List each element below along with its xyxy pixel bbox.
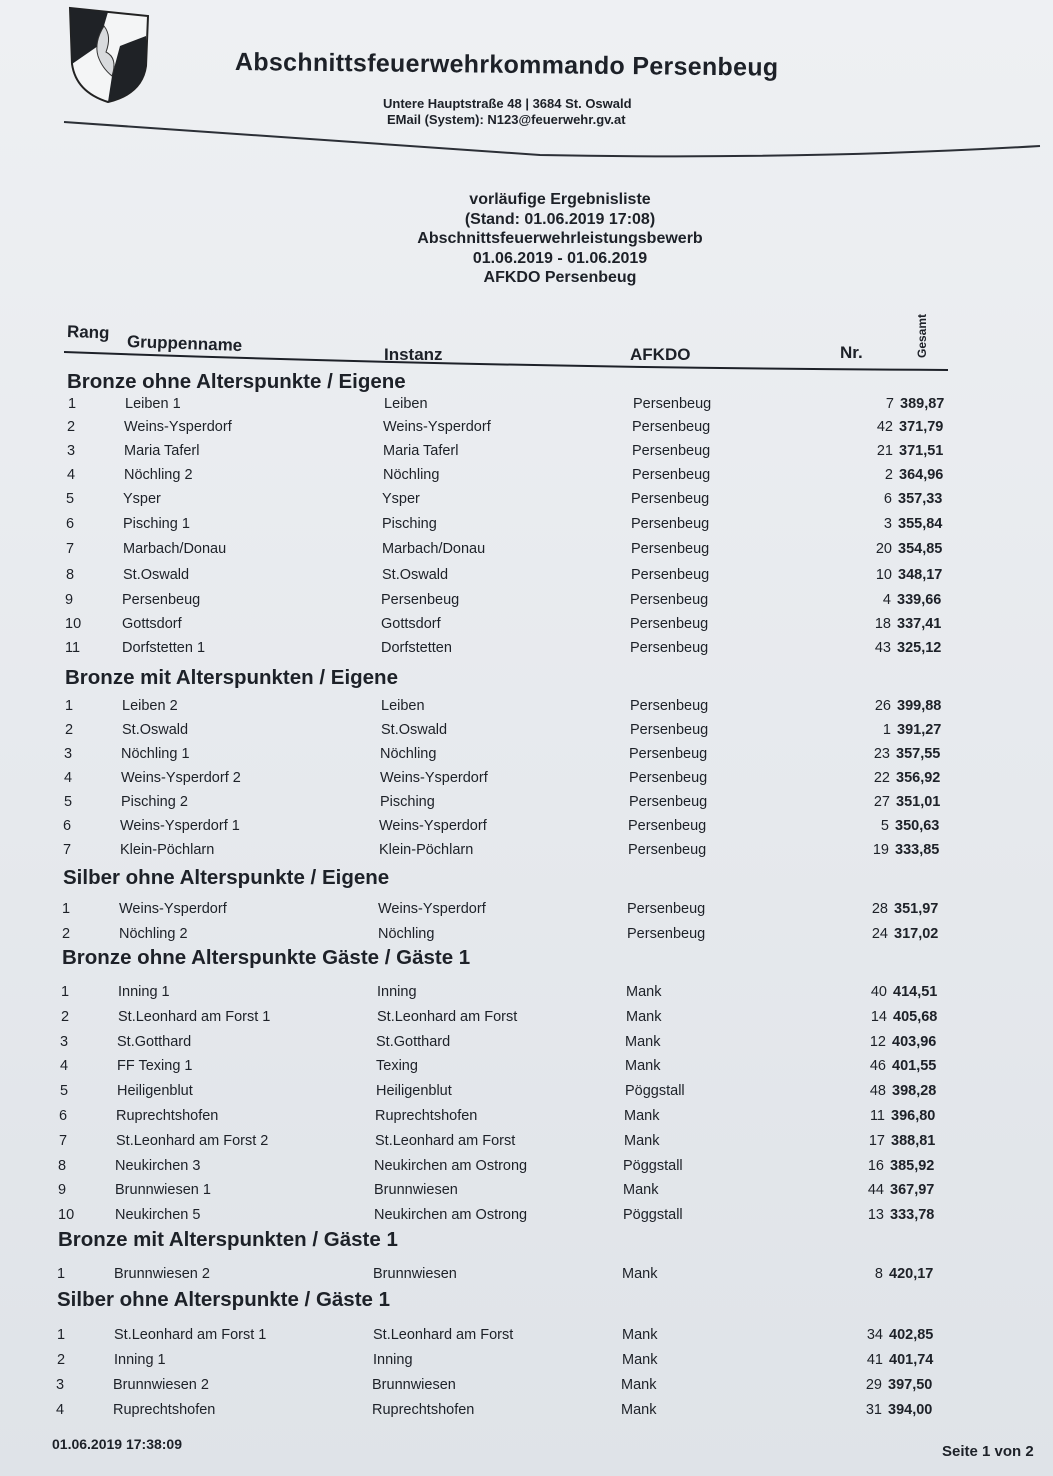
group-name: St.Oswald: [122, 722, 189, 738]
group-name: Ruprechtshofen: [116, 1108, 219, 1124]
result-row: [67, 443, 967, 463]
start-number: 24: [871, 926, 888, 942]
result-row: [63, 818, 963, 838]
column-header-afkdo: AFKDO: [630, 345, 691, 364]
result-row: [63, 842, 963, 862]
instance: Brunnwiesen: [373, 1266, 457, 1282]
column-header-nr: Nr.: [840, 343, 863, 362]
total-score: 414,51: [893, 984, 938, 1000]
start-number: 41: [866, 1352, 883, 1368]
section-title: Bronze ohne Alterspunkte Gäste / Gäste 1: [62, 946, 471, 969]
instance: Weins-Ysperdorf: [380, 770, 488, 786]
group-name: Nöchling 1: [121, 746, 190, 762]
group-name: Ruprechtshofen: [113, 1402, 216, 1418]
column-header-instanz: Instanz: [384, 345, 443, 364]
afkdo: Mank: [625, 1034, 661, 1050]
result-row: [58, 1182, 958, 1202]
result-row: [62, 901, 962, 921]
rank: 6: [59, 1108, 68, 1124]
total-score: 351,01: [896, 794, 941, 810]
result-row: [59, 1108, 959, 1128]
instance: Pisching: [382, 516, 437, 532]
afkdo: Pöggstall: [623, 1158, 683, 1174]
start-number: 21: [876, 443, 893, 459]
group-name: Maria Taferl: [124, 443, 200, 459]
start-number: 26: [874, 698, 891, 714]
afkdo: Persenbeug: [627, 926, 706, 942]
afkdo: Persenbeug: [627, 901, 706, 917]
afkdo: Persenbeug: [631, 516, 710, 532]
result-row: [65, 640, 965, 660]
start-number: 17: [868, 1133, 885, 1149]
rank: 2: [67, 419, 76, 435]
start-number: 12: [869, 1034, 886, 1050]
total-score: 401,74: [889, 1352, 934, 1368]
total-score: 394,00: [888, 1402, 933, 1418]
result-row: [65, 698, 965, 718]
page-number: Seite 1 von 2: [942, 1443, 1034, 1460]
group-name: St.Oswald: [123, 567, 190, 583]
section-title: Bronze ohne Alterspunkte / Eigene: [67, 370, 406, 393]
afkdo: Persenbeug: [631, 491, 710, 507]
result-row: [60, 1083, 960, 1103]
rank: 4: [64, 770, 73, 786]
instance: Gottsdorf: [381, 616, 441, 632]
afkdo: Mank: [621, 1402, 657, 1418]
total-score: 351,97: [894, 901, 939, 917]
start-number: 42: [876, 419, 893, 435]
total-score: 397,50: [888, 1377, 933, 1393]
result-row: [64, 794, 964, 814]
rank: 1: [61, 984, 70, 1000]
instance: Weins-Ysperdorf: [383, 419, 491, 435]
result-row: [65, 592, 965, 612]
afkdo: Pöggstall: [623, 1207, 683, 1223]
result-row: [66, 541, 966, 561]
afkdo: Persenbeug: [630, 640, 709, 656]
start-number: 14: [870, 1009, 887, 1025]
start-number: 20: [875, 541, 892, 557]
rank: 11: [65, 640, 81, 656]
start-number: 1: [882, 722, 891, 738]
afkdo: Persenbeug: [631, 541, 710, 557]
rank: 3: [56, 1377, 65, 1393]
result-row: [67, 467, 967, 487]
rank: 2: [57, 1352, 66, 1368]
instance: Neukirchen am Ostrong: [374, 1158, 528, 1174]
group-name: Leiben 1: [125, 396, 181, 412]
instance: St.Leonhard am Forst: [377, 1009, 518, 1025]
rank: 3: [60, 1034, 69, 1050]
title-line-4: 01.06.2019 - 01.06.2019: [472, 249, 648, 267]
afkdo: Persenbeug: [629, 746, 708, 762]
afkdo: Mank: [621, 1377, 657, 1393]
group-name: Inning 1: [118, 984, 170, 1000]
group-name: Marbach/Donau: [123, 541, 227, 557]
result-row: [57, 1352, 957, 1372]
total-score: 389,87: [900, 396, 945, 412]
instance: St.Leonhard am Forst: [373, 1327, 514, 1343]
total-score: 348,17: [898, 567, 943, 583]
start-number: 6: [883, 491, 892, 507]
section-title: Bronze mit Alterspunkten / Eigene: [65, 666, 398, 689]
start-number: 44: [867, 1182, 884, 1198]
afkdo: Persenbeug: [633, 396, 712, 412]
rank: 4: [67, 467, 76, 483]
instance: Ysper: [382, 491, 420, 507]
group-name: Nöchling 2: [124, 467, 193, 483]
result-row: [60, 1058, 960, 1078]
rank: 7: [66, 541, 75, 557]
instance: Neukirchen am Ostrong: [374, 1207, 528, 1223]
afkdo: Mank: [622, 1266, 658, 1282]
rank: 10: [65, 616, 82, 632]
result-row: [58, 1207, 958, 1227]
instance: Inning: [377, 984, 417, 1000]
rank: 5: [60, 1083, 69, 1099]
instance: Marbach/Donau: [382, 541, 486, 557]
start-number: 3: [883, 516, 892, 532]
result-row: [66, 491, 966, 511]
instance: Weins-Ysperdorf: [379, 818, 487, 834]
group-name: Weins-Ysperdorf: [119, 901, 227, 917]
rank: 9: [58, 1182, 67, 1198]
instance: Texing: [376, 1058, 418, 1074]
instance: Klein-Pöchlarn: [379, 842, 474, 858]
rank: 5: [64, 794, 73, 810]
afkdo: Persenbeug: [628, 842, 707, 858]
group-name: FF Texing 1: [117, 1058, 193, 1074]
start-number: 29: [865, 1377, 882, 1393]
afkdo: Persenbeug: [632, 419, 711, 435]
result-row: [61, 984, 961, 1004]
result-row: [62, 926, 962, 946]
total-score: 367,97: [890, 1182, 935, 1198]
instance: Nöchling: [383, 467, 440, 483]
instance: Persenbeug: [381, 592, 460, 608]
rank: 9: [65, 592, 74, 608]
result-row: [64, 770, 964, 790]
total-score: 396,80: [891, 1108, 936, 1124]
group-name: St.Leonhard am Forst 1: [114, 1327, 267, 1343]
instance: Leiben: [384, 396, 428, 412]
result-row: [61, 1009, 961, 1029]
rank: 1: [57, 1327, 66, 1343]
instance: Weins-Ysperdorf: [378, 901, 486, 917]
rank: 1: [62, 901, 71, 917]
start-number: 48: [869, 1083, 886, 1099]
group-name: Weins-Ysperdorf: [124, 419, 232, 435]
total-score: 420,17: [889, 1266, 934, 1282]
rank: 2: [65, 722, 74, 738]
total-score: 402,85: [889, 1327, 934, 1343]
group-name: Klein-Pöchlarn: [120, 842, 215, 858]
rank: 1: [68, 396, 77, 412]
rank: 8: [66, 567, 75, 583]
rank: 2: [62, 926, 71, 942]
result-row: [65, 722, 965, 742]
total-score: 357,33: [898, 491, 943, 507]
start-number: 28: [871, 901, 888, 917]
start-number: 46: [869, 1058, 886, 1074]
section-title: Bronze mit Alterspunkten / Gäste 1: [58, 1228, 398, 1251]
group-name: Dorfstetten 1: [122, 640, 206, 656]
result-row: [59, 1133, 959, 1153]
total-score: 401,55: [892, 1058, 937, 1074]
result-row: [65, 616, 965, 636]
afkdo: Mank: [626, 1009, 662, 1025]
start-number: 43: [874, 640, 891, 656]
rank: 3: [67, 443, 76, 459]
start-number: 34: [866, 1327, 883, 1343]
result-row: [66, 516, 966, 536]
group-name: Heiligenblut: [117, 1083, 193, 1099]
afkdo: Mank: [624, 1108, 660, 1124]
afkdo: Mank: [625, 1058, 661, 1074]
start-number: 10: [875, 567, 892, 583]
afkdo: Mank: [624, 1133, 660, 1149]
instance: St.Oswald: [382, 567, 449, 583]
group-name: Brunnwiesen 2: [114, 1266, 210, 1282]
print-timestamp: 01.06.2019 17:38:09: [52, 1436, 182, 1452]
result-row: [57, 1327, 957, 1347]
group-name: St.Leonhard am Forst 2: [116, 1133, 269, 1149]
instance: Brunnwiesen: [372, 1377, 456, 1393]
instance: Inning: [373, 1352, 413, 1368]
rank: 8: [58, 1158, 67, 1174]
instance: Nöchling: [380, 746, 437, 762]
column-header-gesamt: Gesamt: [915, 313, 929, 358]
total-score: 399,88: [897, 698, 942, 714]
rank: 7: [59, 1133, 68, 1149]
afkdo: Persenbeug: [629, 794, 708, 810]
instance: St.Leonhard am Forst: [375, 1133, 516, 1149]
result-row: [58, 1158, 958, 1178]
section-title: Silber ohne Alterspunkte / Eigene: [63, 866, 390, 889]
group-name: Ysper: [123, 491, 161, 507]
fire-brigade-crest-logo: [68, 6, 150, 104]
total-score: 385,92: [890, 1158, 935, 1174]
total-score: 337,41: [897, 616, 942, 632]
start-number: 13: [867, 1207, 884, 1223]
total-score: 356,92: [896, 770, 941, 786]
start-number: 7: [885, 396, 894, 412]
start-number: 31: [865, 1402, 882, 1418]
total-score: 333,78: [890, 1207, 935, 1223]
total-score: 355,84: [898, 516, 943, 532]
start-number: 19: [872, 842, 889, 858]
instance: Maria Taferl: [383, 443, 459, 459]
group-name: Nöchling 2: [119, 926, 188, 942]
group-name: St.Leonhard am Forst 1: [118, 1009, 271, 1025]
start-number: 8: [874, 1266, 883, 1282]
result-row: [56, 1377, 956, 1397]
rank: 6: [66, 516, 75, 532]
total-score: 333,85: [895, 842, 940, 858]
total-score: 350,63: [895, 818, 940, 834]
result-row: [64, 746, 964, 766]
total-score: 388,81: [891, 1133, 936, 1149]
total-score: 354,85: [898, 541, 943, 557]
result-row: [60, 1034, 960, 1054]
rank: 10: [58, 1207, 75, 1223]
organization-email: EMail (System): N123@feuerwehr.gv.at: [387, 112, 626, 127]
result-row: [67, 419, 967, 439]
afkdo: Persenbeug: [629, 770, 708, 786]
start-number: 16: [867, 1158, 884, 1174]
section-title: Silber ohne Alterspunkte / Gäste 1: [57, 1288, 391, 1311]
instance: Ruprechtshofen: [372, 1402, 475, 1418]
afkdo: Persenbeug: [632, 443, 711, 459]
instance: Heiligenblut: [376, 1083, 452, 1099]
group-name: Neukirchen 3: [115, 1158, 201, 1174]
afkdo: Persenbeug: [630, 722, 709, 738]
instance: St.Gotthard: [376, 1034, 451, 1050]
rank: 3: [64, 746, 73, 762]
afkdo: Persenbeug: [628, 818, 707, 834]
instance: Pisching: [380, 794, 435, 810]
instance: Brunnwiesen: [374, 1182, 458, 1198]
afkdo: Persenbeug: [630, 616, 709, 632]
rank: 6: [63, 818, 72, 834]
start-number: 40: [870, 984, 887, 1000]
afkdo: Mank: [626, 984, 662, 1000]
group-name: Gottsdorf: [122, 616, 182, 632]
rank: 2: [61, 1009, 70, 1025]
instance: Ruprechtshofen: [375, 1108, 478, 1124]
result-row: [66, 567, 966, 587]
afkdo: Persenbeug: [632, 467, 711, 483]
rank: 1: [65, 698, 74, 714]
group-name: Pisching 1: [123, 516, 190, 532]
afkdo: Pöggstall: [625, 1083, 685, 1099]
organization-address: Untere Hauptstraße 48 | 3684 St. Oswald: [383, 96, 632, 111]
total-score: 339,66: [897, 592, 942, 608]
total-score: 371,51: [899, 443, 944, 459]
title-line-2: (Stand: 01.06.2019 17:08): [464, 210, 656, 228]
group-name: Inning 1: [114, 1352, 166, 1368]
rank: 4: [60, 1058, 69, 1074]
result-row: [68, 396, 968, 416]
organization-name: Abschnittsfeuerwehrkommando Persenbeug: [234, 48, 779, 82]
instance: St.Oswald: [381, 722, 448, 738]
start-number: 22: [873, 770, 890, 786]
afkdo: Persenbeug: [631, 567, 710, 583]
group-name: Brunnwiesen 1: [115, 1182, 211, 1198]
start-number: 2: [884, 467, 893, 483]
start-number: 4: [882, 592, 891, 608]
document-title: [380, 190, 740, 288]
total-score: 398,28: [892, 1083, 937, 1099]
title-line-5: AFKDO Persenbeug: [483, 269, 637, 286]
instance: Nöchling: [378, 926, 435, 942]
afkdo: Mank: [622, 1327, 658, 1343]
start-number: 23: [873, 746, 890, 762]
rank: 1: [57, 1266, 66, 1282]
title-line-3: Abschnittsfeuerwehrleistungsbewerb: [417, 230, 703, 247]
rank: 4: [56, 1402, 65, 1418]
group-name: Persenbeug: [122, 592, 201, 608]
total-score: 405,68: [893, 1009, 938, 1025]
afkdo: Persenbeug: [630, 592, 709, 608]
total-score: 391,27: [897, 722, 942, 738]
rank: 7: [63, 842, 72, 858]
start-number: 5: [880, 818, 889, 834]
total-score: 325,12: [897, 640, 942, 656]
instance: Dorfstetten: [381, 640, 452, 656]
afkdo: Mank: [623, 1182, 659, 1198]
result-row: [56, 1402, 956, 1422]
result-row: [57, 1266, 957, 1286]
group-name: Weins-Ysperdorf 2: [121, 770, 241, 786]
start-number: 11: [869, 1108, 885, 1124]
total-score: 364,96: [899, 467, 944, 483]
column-header-gruppenname: Gruppenname: [126, 332, 243, 356]
column-header-rang: Rang: [66, 322, 110, 343]
total-score: 357,55: [896, 746, 941, 762]
start-number: 18: [874, 616, 891, 632]
group-name: Weins-Ysperdorf 1: [120, 818, 240, 834]
rank: 5: [66, 491, 75, 507]
group-name: St.Gotthard: [117, 1034, 192, 1050]
group-name: Neukirchen 5: [115, 1207, 201, 1223]
total-score: 403,96: [892, 1034, 937, 1050]
instance: Leiben: [381, 698, 425, 714]
afkdo: Mank: [622, 1352, 658, 1368]
title-line-1: vorläufige Ergebnisliste: [469, 191, 651, 208]
afkdo: Persenbeug: [630, 698, 709, 714]
group-name: Brunnwiesen 2: [113, 1377, 209, 1393]
total-score: 371,79: [899, 419, 944, 435]
start-number: 27: [873, 794, 890, 810]
group-name: Pisching 2: [121, 794, 188, 810]
group-name: Leiben 2: [122, 698, 178, 714]
total-score: 317,02: [894, 926, 939, 942]
